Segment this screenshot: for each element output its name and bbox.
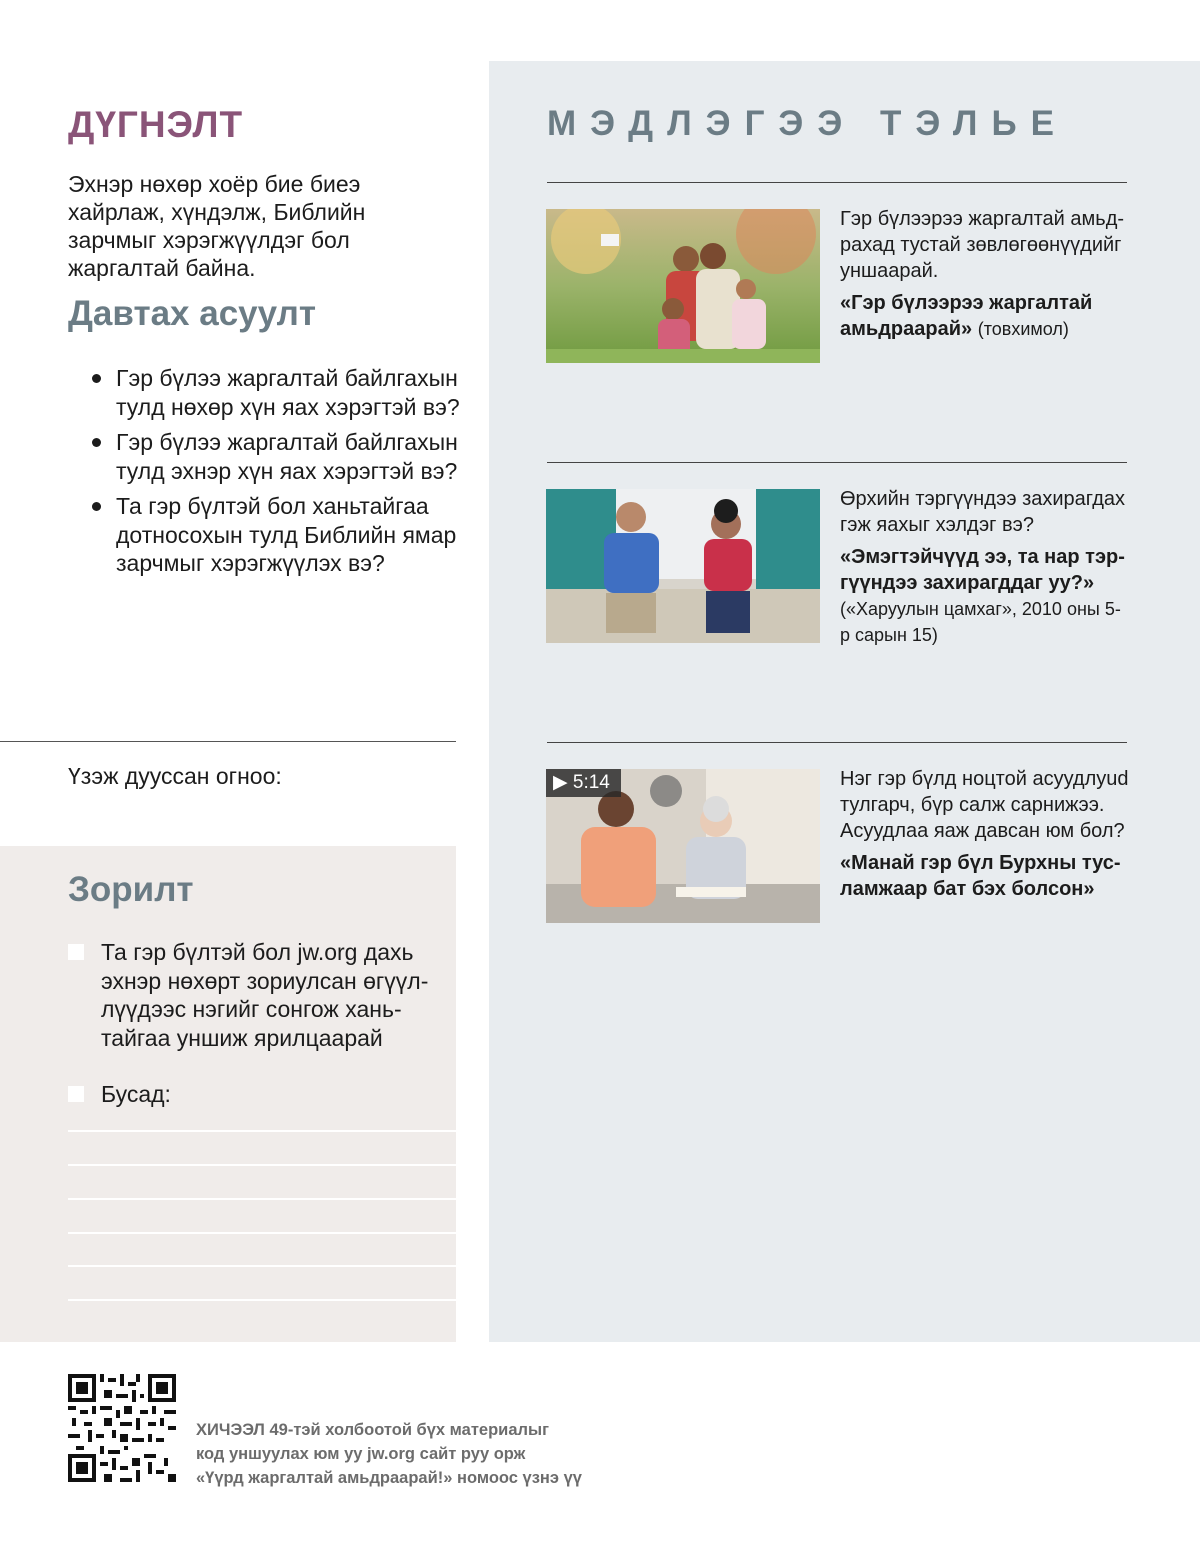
divider [547, 462, 1127, 463]
summary-title: ДҮГНЭЛТ [68, 104, 244, 145]
card-note: (товхимол) [977, 319, 1069, 339]
footer-line: ХИЧЭЭЛ 49-тэй холбоотой бүх материалыг [196, 1421, 549, 1439]
card-description: Нэг гэр бүлд ноцтой асуудлуud тулгарч, бүр салж сарнижээ. Асуудлаа яаж давсан юм бол? [840, 768, 1129, 842]
card-note: («Харуулын цамхаг», 2010 оны 5-р сарын 15) [840, 599, 1121, 645]
write-line[interactable] [68, 1164, 456, 1166]
write-line[interactable] [68, 1299, 456, 1301]
family-selfie-photo[interactable] [546, 209, 820, 363]
footer-note [196, 1418, 582, 1490]
write-line[interactable] [68, 1265, 456, 1267]
video-duration-badge: ▶ 5:14 [546, 769, 621, 797]
goal-title: Зорилт [68, 870, 194, 909]
goal-item[interactable] [68, 938, 448, 1052]
card-description: Өрхийн тэргүүндээ захирагдах гэж яахыг хэлдэг вэ? [840, 488, 1125, 536]
divider [547, 182, 1127, 183]
divider [0, 741, 456, 742]
video-link[interactable]: «Манай гэр бүл Бурхны тусламжаар бат бэх болсон» [840, 852, 1121, 900]
write-line[interactable] [68, 1232, 456, 1234]
footer-line: «Үүрд жаргалтай амьдраарай!» номоос үзнэ үү [196, 1469, 582, 1487]
write-line[interactable] [68, 1198, 456, 1200]
qr-code-icon[interactable] [68, 1374, 176, 1482]
brochure-link[interactable]: «Гэр бүлээрээ жаргалтай амьдраарай» [840, 292, 1093, 340]
review-question: Гэр бүлээ жаргалтай байлгахын тулд нөхөр хүн яах хэрэгтэй вэ? [92, 364, 462, 421]
divider [547, 742, 1127, 743]
review-question-list [92, 364, 462, 585]
write-line[interactable] [68, 1130, 456, 1132]
footer-line: код уншуулах юм уу jw.org сайт руу орж [196, 1445, 526, 1463]
video-thumbnail[interactable] [546, 769, 820, 923]
review-question: Та гэр бүлтэй бол ханьтайгаа дотносохын тулд Библийн ямар зарчмыг хэрэгжүүлэх вэ? [92, 492, 462, 578]
summary-text: Эхнэр нөхөр хоёр бие биеэ хайрлаж, хүндэлж, Библийн зарчмыг хэрэгжүүлдэг бол жаргалтай байна. [68, 171, 366, 281]
resource-card [840, 486, 1130, 648]
goal-item-other[interactable] [68, 1080, 448, 1109]
checkbox[interactable] [68, 944, 84, 960]
couple-talking-photo[interactable] [546, 489, 820, 643]
checkbox[interactable] [68, 1086, 84, 1102]
review-title: Давтах асуулт [68, 294, 317, 333]
resource-card [840, 206, 1130, 342]
review-question: Гэр бүлээ жаргалтай байлгахын тулд эхнэр хүн яах хэрэгтэй вэ? [92, 428, 462, 485]
learn-more-title: МЭДЛЭГЭЭ ТЭЛЬЕ [547, 104, 1068, 143]
date-completed-label: Үзэж дууссан огноо: [68, 763, 282, 789]
card-description: Гэр бүлээрээ жаргалтай амьдрахад тустай зөвлөгөөнүүдийг уншаарай. [840, 208, 1125, 282]
goal-item-label: Бусад: [101, 1081, 171, 1107]
resource-card [840, 766, 1130, 902]
goal-item-label: Та гэр бүлтэй бол jw.org дахь эхнэр нөхөрт зориулсан өгүүллүүдээс нэгийг сонгож ханьтайгаа уншиж ярилцаарай [101, 939, 429, 1051]
article-link[interactable]: «Эмэгтэйчүүд ээ, та нар тэргүүндээ захирагддаг уу?» [840, 546, 1125, 594]
